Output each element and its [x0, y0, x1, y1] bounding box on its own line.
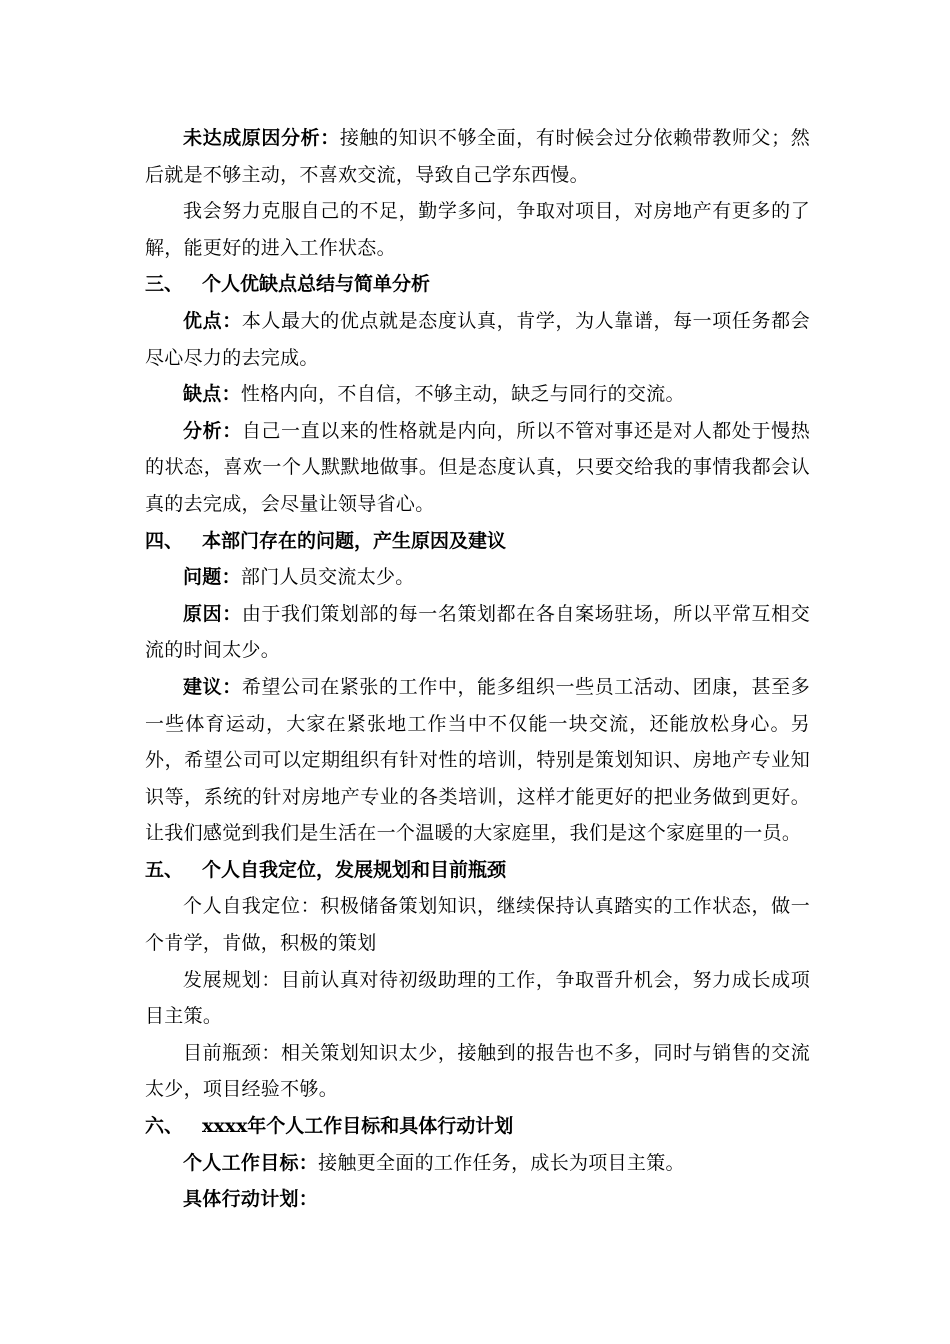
section-title: xxxx年个人工作目标和具体行动计划: [202, 1115, 514, 1138]
paragraph-text: 由于我们策划部的每一名策划都在各自案场驻场，所以平常互相交流的时间太少。: [145, 602, 810, 662]
paragraph-strengths: [145, 303, 810, 376]
section-number: 四、: [145, 529, 184, 552]
paragraph-text: 目前瓶颈：相关策划知识太少，接触到的报告也不多，同时与销售的交流太少，项目经验不够。: [145, 1041, 810, 1101]
paragraph-label: 原因：: [183, 602, 242, 625]
paragraph-label: 建议：: [183, 675, 242, 698]
section-number: 六、: [145, 1115, 184, 1138]
section-title: 个人自我定位，发展规划和目前瓶颈: [202, 858, 507, 881]
section-heading-6: [145, 1108, 810, 1145]
paragraph-text: 发展规划：目前认真对待初级助理的工作，争取晋升机会，努力成长成项目主策。: [145, 968, 810, 1028]
paragraph-label: 问题：: [183, 566, 241, 589]
section-number: 三、: [145, 273, 184, 296]
paragraph-cause: [145, 596, 810, 669]
paragraph-problem: [145, 559, 810, 596]
paragraph-unachieved-reasons: [145, 120, 810, 193]
paragraph-analysis: [145, 413, 810, 523]
paragraph-text: 接触的知识不够全面，有时候会过分依赖带教师父；然后就是不够主动，不喜欢交流，导致自己学东西慢。: [145, 127, 810, 186]
paragraph-suggestion: [145, 669, 810, 852]
paragraph-text: 个人自我定位：积极储备策划知识，继续保持认真踏实的工作状态，做一个肯学，肯做，积极的策划: [145, 895, 810, 955]
section-title: 个人优缺点总结与简单分析: [202, 273, 431, 296]
paragraph-improvement: [145, 193, 810, 266]
paragraph-text: 希望公司在紧张的工作中，能多组织一些员工活动、团康，甚至多一些体育运动，大家在紧张地工作当中不仅能一块交流，还能放松身心。另外，希望公司可以定期组织有针对性的培训，特别是策划知识、房地产专业知识等，系统的针对房地产专业的各类培训，这样才能更好的把业务做到更好。让我们感觉到我们是生活在一个温暖的大家庭里，我们是这个家庭里的一员。: [145, 675, 810, 845]
section-heading-3: [145, 266, 810, 303]
paragraph-action-plan: [145, 1181, 810, 1218]
paragraph-label: 未达成原因分析：: [183, 127, 340, 149]
section-heading-5: [145, 852, 810, 889]
paragraph-label: 个人工作目标：: [183, 1151, 319, 1174]
paragraph-text: 我会努力克服自己的不足，勤学多问，争取对项目，对房地产有更多的了解，能更好的进入工作状态。: [145, 200, 810, 259]
paragraph-label: 分析：: [183, 419, 242, 442]
paragraph-work-goal: [145, 1145, 810, 1182]
paragraph-label: 具体行动计划：: [183, 1188, 319, 1211]
section-title: 本部门存在的问题，产生原因及建议: [202, 529, 507, 552]
section-number: 五、: [145, 858, 184, 881]
paragraph-label: 优点：: [183, 309, 242, 332]
paragraph-development-plan: [145, 962, 810, 1035]
paragraph-text: 性格内向，不自信，不够主动，缺乏与同行的交流。: [240, 383, 685, 406]
paragraph-text: 本人最大的优点就是态度认真，肯学，为人靠谱，每一项任务都会尽心尽力的去完成。: [145, 309, 810, 369]
paragraph-label: 缺点：: [183, 383, 241, 406]
document-page: [145, 120, 810, 1218]
section-heading-4: [145, 523, 810, 560]
paragraph-bottleneck: [145, 1035, 810, 1108]
paragraph-text: 接触更全面的工作任务，成长为项目主策。: [318, 1151, 685, 1174]
paragraph-weaknesses: [145, 376, 810, 413]
paragraph-self-positioning: [145, 888, 810, 961]
paragraph-text: 部门人员交流太少。: [240, 566, 415, 589]
paragraph-text: 自己一直以来的性格就是内向，所以不管对事还是对人都处于慢热的状态，喜欢一个人默默地做事。但是态度认真，只要交给我的事情我都会认真的去完成，会尽量让领导省心。: [145, 419, 810, 515]
